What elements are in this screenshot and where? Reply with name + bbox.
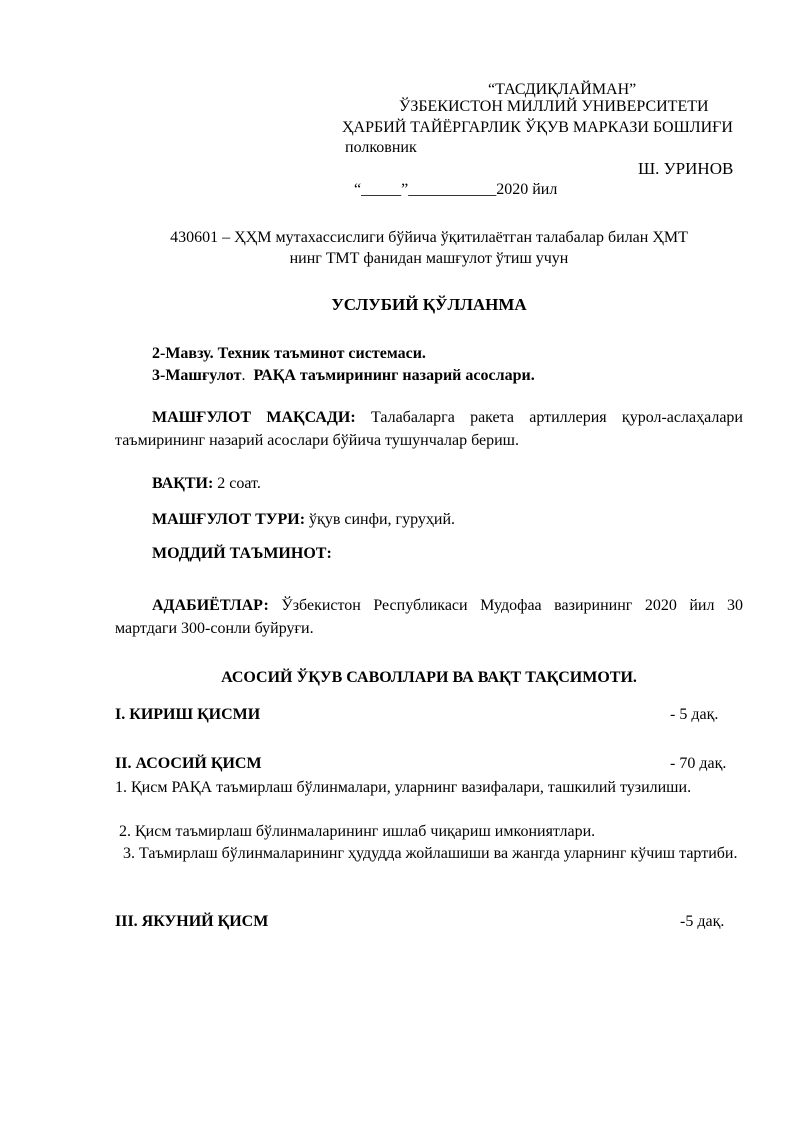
approval-university: ЎЗБЕКИСТОН МИЛЛИЙ УНИВЕРСИТЕТИ <box>399 98 709 115</box>
part-final-label: III. ЯКУНИЙ ҚИСМ <box>115 913 269 930</box>
type-line <box>152 508 455 531</box>
question-item-2: 2. Қисм таъмирлаш бўлинмаларининг ишлаб чиқариш имкониятлари. <box>115 823 596 840</box>
material-label: МОДДИЙ ТАЪМИНОТ: <box>152 545 332 562</box>
approval-stamp: “ТАСДИҚЛАЙМАН” <box>488 81 637 98</box>
question-item-3: 3. Таъмирлаш бўлинмаларининг ҳудудда жойлашиши ва жангда уларнинг кўчиш тартиби. <box>115 845 738 862</box>
lesson-line <box>152 365 535 387</box>
part-main-time: - 70 дақ. <box>670 755 727 772</box>
intro-line-2: нинг ТМТ фанидан машғулот ўтиш учун <box>289 250 569 267</box>
lesson-title: РАҚА таъмирининг назарий асослари. <box>253 367 535 384</box>
part-final <box>115 910 743 933</box>
type-label: МАШҒУЛОТ ТУРИ: <box>152 511 306 528</box>
lesson-dot: . <box>241 367 246 384</box>
section-title: АСОСИЙ ЎҚУВ САВОЛЛАРИ ВА ВАҚТ ТАҚСИМОТИ. <box>221 669 637 686</box>
topic-line: 2-Мавзу. Техник таъминот системаси. <box>152 345 426 362</box>
part-final-time: -5 дақ. <box>680 913 725 930</box>
approval-rank: полковник <box>345 139 417 156</box>
time-text: 2 соат. <box>213 475 261 492</box>
part-main-label: II. АСОСИЙ ҚИСМ <box>115 755 262 772</box>
literature-label: АДАБИЁТЛАР: <box>152 597 269 614</box>
intro-line-1: 430601 – ҲҲМ мутахассислиги бўйича ўқитилаётган талабалар билан ҲМТ <box>170 229 688 246</box>
goal-paragraph <box>115 406 743 452</box>
goal-label: МАШҒУЛОТ МАҚСАДИ: <box>152 409 356 426</box>
part-intro <box>115 703 743 726</box>
goal-text: Талабаларга ракета артиллерия қурол-аслаҳалари таъмирининг назарий асослари бўйича тушунчалар бериш. <box>115 409 743 449</box>
document-title: УСЛУБИЙ ҚЎЛЛАНМА <box>331 295 527 314</box>
lesson-label: 3-Машғулот <box>152 367 242 384</box>
time-line <box>152 472 261 495</box>
literature-paragraph <box>115 594 743 640</box>
type-text: ўқув синфи, гуруҳий. <box>305 511 456 528</box>
approval-date: “_____”___________2020 йил <box>354 181 558 198</box>
part-intro-time: - 5 дақ. <box>670 706 719 723</box>
literature-text: Ўзбекистон Республикаси Мудофаа вазирининг 2020 йил 30 мартдаги 300-сонли буйруғи. <box>115 597 743 637</box>
question-item-1: 1. Қисм РАҚА таъмирлаш бўлинмалари, уларнинг вазифалари, ташкилий тузилиши. <box>115 779 692 796</box>
part-main <box>115 752 743 775</box>
approval-name: Ш. УРИНОВ <box>638 159 734 178</box>
time-label: ВАҚТИ: <box>152 475 214 492</box>
part-intro-label: I. КИРИШ ҚИСМИ <box>115 706 261 723</box>
approval-center: ҲАРБИЙ ТАЙЁРГАРЛИК ЎҚУВ МАРКАЗИ БОШЛИҒИ <box>342 119 733 136</box>
